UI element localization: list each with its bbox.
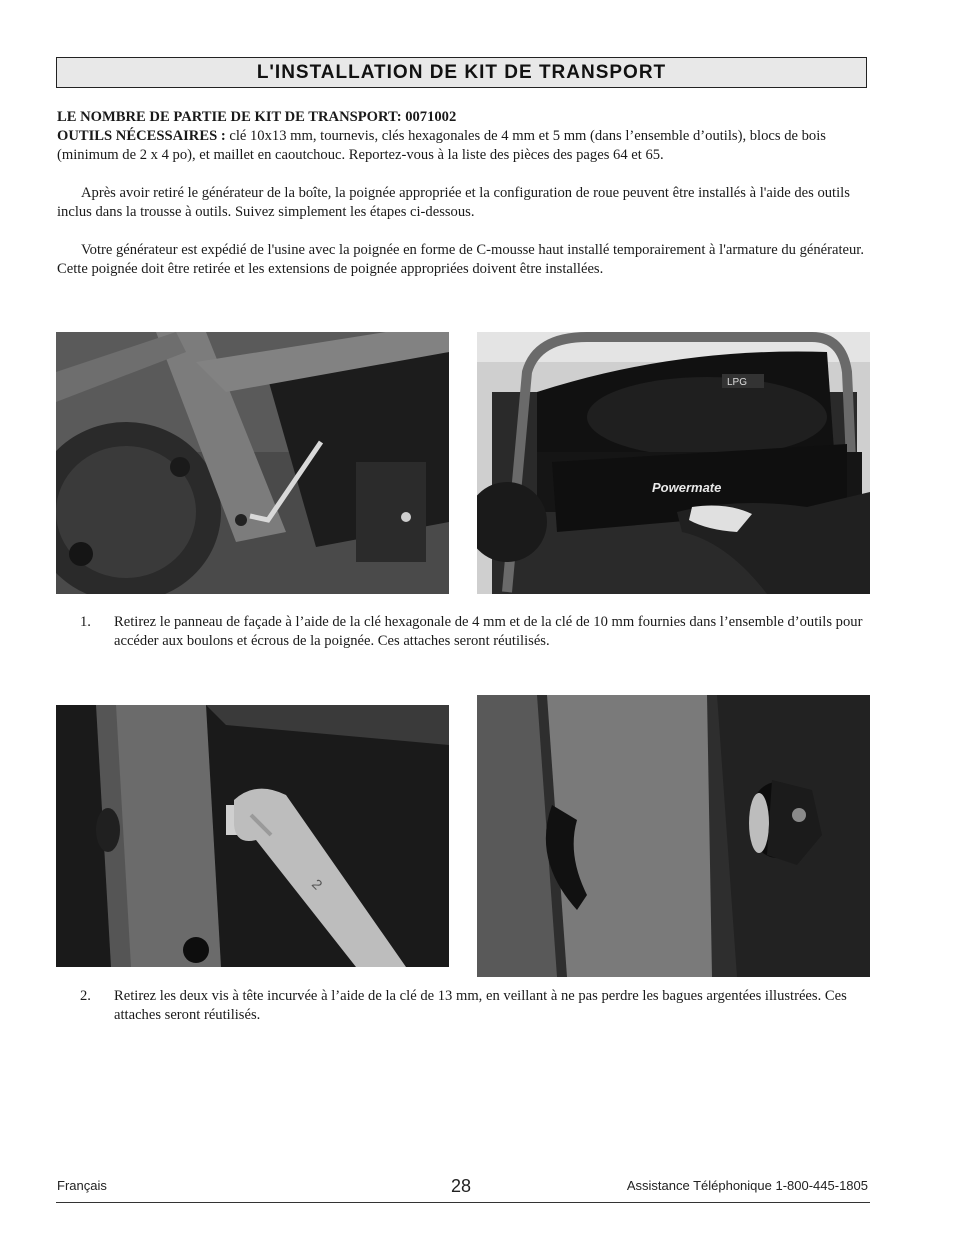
photo-fuel-label: LPG — [727, 377, 748, 388]
footer-language: Français — [57, 1178, 107, 1193]
photo-curved-bolt-and-nut — [477, 695, 870, 977]
photo-brand-label: Powermate — [652, 480, 722, 495]
step-2 — [80, 987, 870, 1025]
part-number-line: LE NOMBRE DE PARTIE DE KIT DE TRANSPORT: 0071002 — [57, 109, 457, 125]
step-text: Retirez le panneau de façade à l’aide de la clé hexagonale de 4 mm et de la clé de 10 mm fournies dans l’ensemble d’outils pour accéder aux boulons et écrous de la poignée. Ces attaches seront réutilisés. — [114, 614, 863, 649]
intro-paragraph-1: Après avoir retiré le générateur de la boîte, la poignée appropriée et la configuration de roue peuvent être installés à l'aide des outils inclus dans la trousse à outils. Suivez simplement les étapes ci-dessous. — [57, 185, 850, 220]
photo-hex-key-frame — [56, 332, 449, 594]
footer-divider — [56, 1202, 870, 1203]
tools-line — [57, 127, 867, 165]
intro-paragraph-2: Votre générateur est expédié de l'usine avec la poignée en forme de C-mousse haut installé temporairement à l'armature du générateur. Cette poignée doit être retirée et les extensions de poignée appropriées doivent être installées. — [57, 242, 865, 277]
svg-text:2: 2 — [308, 875, 326, 893]
photo-generator-front-panel — [477, 332, 870, 594]
photo-wrench-on-bolt — [56, 705, 449, 967]
page-number: 28 — [451, 1176, 472, 1196]
step-number: 1. — [80, 614, 91, 630]
page-title: L'INSTALLATION DE KIT DE TRANSPORT — [256, 61, 667, 83]
tools-label: OUTILS NÉCESSAIRES : — [57, 128, 226, 144]
step-number: 2. — [80, 988, 91, 1004]
footer-support-phone: Assistance Téléphonique 1-800-445-1805 — [626, 1178, 868, 1193]
step-text: Retirez les deux vis à tête incurvée à l’aide de la clé de 13 mm, en veillant à ne pas perdre les bagues argentées illustrées. Ces attaches seront réutilisés. — [114, 988, 847, 1023]
intro-block — [57, 108, 867, 279]
tools-text: clé 10x13 mm, tournevis, clés hexagonales de 4 mm et 5 mm (dans l’ensemble d’outils), blocs de bois (minimum de 2 x 4 po), et maillet en caoutchouc. Reportez-vous à la liste des pièces des pages 64 et 65. — [57, 128, 826, 163]
step-1 — [80, 613, 870, 651]
section-title-box — [56, 57, 867, 88]
